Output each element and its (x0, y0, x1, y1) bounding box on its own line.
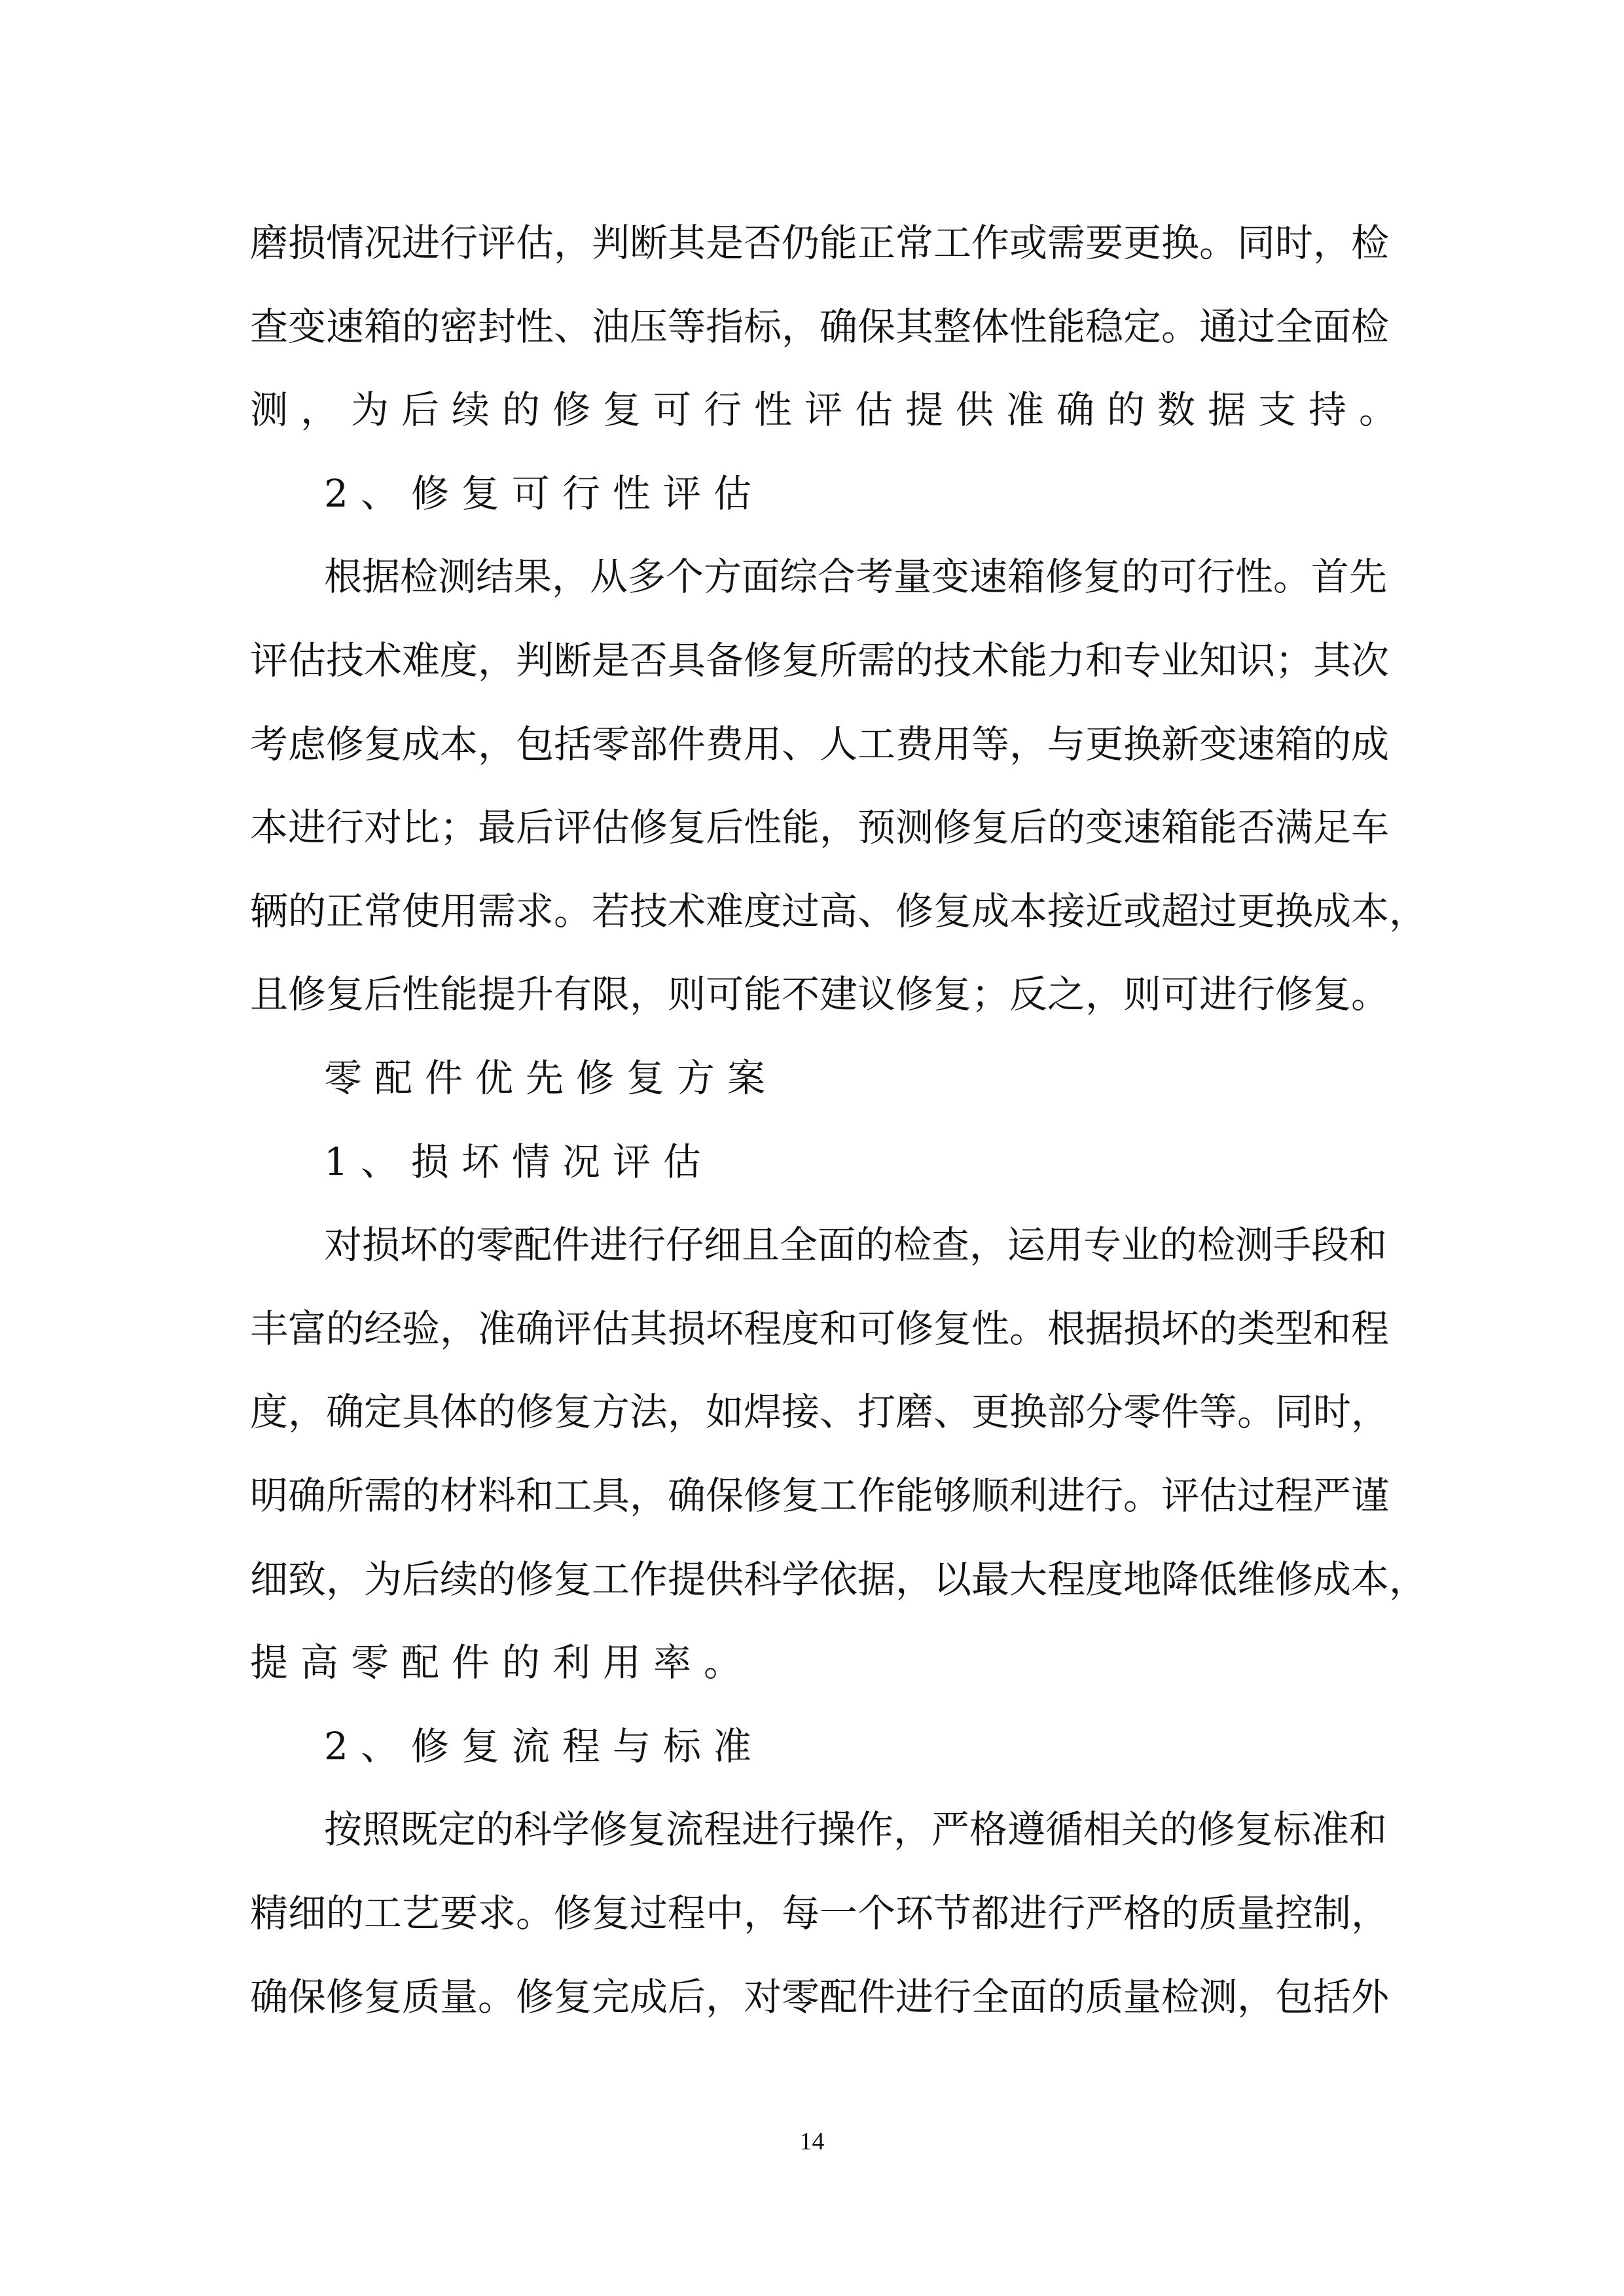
text-line: 1、损坏情况评估 (324, 1139, 713, 1184)
page-number: 14 (799, 2128, 825, 2155)
text-line: 零配件优先修复方案 (324, 1056, 778, 1100)
text-line: 度，确定具体的修复方法，如焊接、打磨、更换部分零件等。同时， (250, 1390, 1390, 1435)
text-line: 2、修复流程与标准 (324, 1723, 764, 1768)
text-line: 查变速箱的密封性、油压等指标，确保其整体性能稳定。通过全面检 (250, 304, 1390, 349)
text-line: 细致，为后续的修复工作提供科学依据，以最大程度地降低维修成本， (250, 1556, 1428, 1602)
text-line: 丰富的经验，准确评估其损坏程度和可修复性。根据损坏的类型和程 (250, 1306, 1390, 1351)
text-line: 测，为后续的修复可行性评估提供准确的数据支持。 (250, 387, 1410, 433)
text-line: 磨损情况进行评估，判断其是否仍能正常工作或需要更换。同时，检 (250, 221, 1390, 265)
text-line: 辆的正常使用需求。若技术难度过高、修复成本接近或超过更换成本， (250, 888, 1428, 933)
text-line: 本进行对比；最后评估修复后性能，预测修复后的变速箱能否满足车 (250, 805, 1390, 850)
text-line: 评估技术难度，判断是否具备修复所需的技术能力和专业知识；其次 (250, 638, 1390, 683)
text-line: 2、修复可行性评估 (324, 471, 764, 516)
text-line: 且修复后性能提升有限，则可能不建议修复；反之，则可进行修复。 (250, 972, 1390, 1017)
text-line: 根据检测结果，从多个方面综合考量变速箱修复的可行性。首先 (324, 554, 1388, 600)
text-line: 考虑修复成本，包括零部件费用、人工费用等，与更换新变速箱的成 (250, 721, 1390, 766)
text-line: 按照既定的科学修复流程进行操作，严格遵循相关的修复标准和 (324, 1807, 1388, 1852)
text-line: 对损坏的零配件进行仔细且全面的检查，运用专业的检测手段和 (324, 1223, 1388, 1268)
text-line: 确保修复质量。修复完成后，对零配件进行全面的质量检测，包括外 (250, 1974, 1390, 2019)
text-line: 明确所需的材料和工具，确保修复工作能够顺利进行。评估过程严谨 (250, 1473, 1390, 1518)
text-line: 精细的工艺要求。修复过程中，每一个环节都进行严格的质量控制， (250, 1891, 1390, 1935)
text-line: 提高零配件的利用率。 (250, 1640, 755, 1685)
